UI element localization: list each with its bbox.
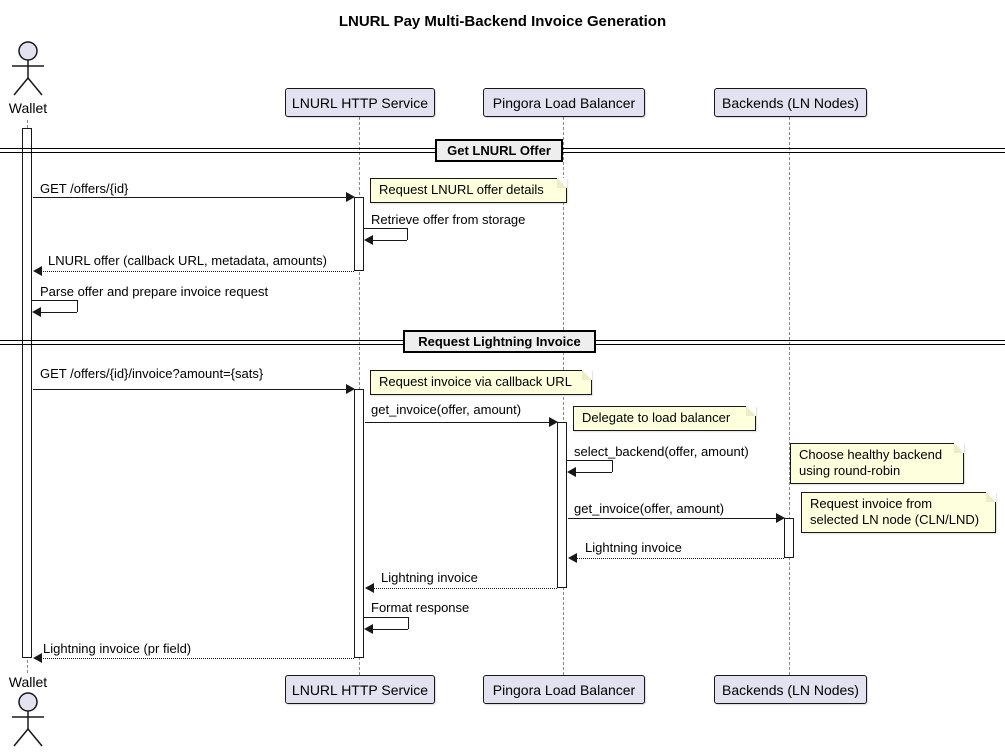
participant-pingora-load-balancer-bottom: Pingora Load Balancer [483, 675, 645, 704]
note-choose-healthy-backend [790, 443, 964, 484]
note-line: Choose healthy backend [799, 447, 943, 462]
self-message-line [364, 228, 407, 229]
divider-request-lightning-invoice: Request Lightning Invoice [403, 330, 596, 353]
message-retrieve-offer: Retrieve offer from storage [371, 212, 526, 227]
message-lightning-invoice-pr-field: Lightning invoice (pr field) [43, 641, 192, 656]
return-message-line [41, 658, 354, 659]
note-line: using round-robin [799, 463, 901, 478]
arrowhead-left-icon [365, 583, 374, 593]
arrowhead-left-icon [364, 235, 373, 245]
message-line [33, 197, 347, 198]
self-message-line [32, 300, 77, 301]
activation-wallet [22, 128, 32, 658]
arrowhead-left-icon [32, 307, 41, 317]
self-message-line [407, 228, 408, 240]
divider-get-lnurl-offer: Get LNURL Offer [435, 139, 563, 162]
note-request-invoice-from-ln-node [801, 492, 996, 533]
self-message-line [612, 460, 613, 472]
wallet-actor-label-bottom: Wallet [8, 674, 48, 690]
arrowhead-left-icon [364, 624, 373, 634]
message-line [365, 422, 550, 423]
note-request-invoice-via-callback [370, 370, 592, 395]
arrowhead-left-icon [567, 467, 576, 477]
message-lightning-invoice-1: Lightning invoice [585, 540, 682, 555]
self-message-line [408, 617, 409, 629]
self-message-line [364, 617, 408, 618]
activation-backends [784, 518, 794, 558]
message-select-backend: select_backend(offer, amount) [574, 444, 749, 459]
arrowhead-left-icon [33, 266, 42, 276]
arrowhead-right-icon [346, 384, 355, 394]
participant-lnurl-http-service-top: LNURL HTTP Service [285, 88, 435, 117]
participant-pingora-load-balancer-top: Pingora Load Balancer [483, 88, 645, 117]
participant-backends-ln-nodes-bottom: Backends (LN Nodes) [714, 675, 867, 704]
note-line: Delegate to load balancer [582, 410, 731, 425]
message-line [33, 389, 347, 390]
arrowhead-right-icon [776, 513, 785, 523]
participant-backends-ln-nodes-top: Backends (LN Nodes) [714, 88, 867, 117]
self-message-line [567, 460, 612, 461]
wallet-actor-icon-bottom [6, 691, 50, 756]
message-lightning-invoice-2: Lightning invoice [381, 570, 478, 585]
message-line [568, 518, 777, 519]
self-message-line [373, 240, 407, 241]
message-get-offers-id: GET /offers/{id} [40, 181, 129, 196]
message-format-response: Format response [371, 600, 470, 615]
note-delegate-to-load-balancer [573, 406, 756, 431]
note-line: Request LNURL offer details [379, 182, 544, 197]
arrowhead-right-icon [346, 192, 355, 202]
message-get-invoice-callback: GET /offers/{id}/invoice?amount={sats} [40, 366, 264, 381]
diagram-title: LNURL Pay Multi-Backend Invoice Generation [338, 13, 667, 30]
return-message-line [373, 588, 557, 589]
activation-lnurl-2 [354, 389, 364, 658]
self-message-line [41, 312, 77, 313]
return-message-line [41, 271, 354, 272]
wallet-actor-icon [6, 40, 50, 98]
message-parse-offer: Parse offer and prepare invoice request [40, 284, 269, 299]
wallet-actor-label-top: Wallet [8, 100, 48, 116]
arrowhead-right-icon [549, 417, 558, 427]
self-message-line [576, 472, 612, 473]
message-get-invoice-1: get_invoice(offer, amount) [371, 402, 522, 417]
note-request-lnurl-offer-details [370, 178, 567, 203]
activation-lnurl-1 [354, 197, 364, 271]
note-line: Request invoice from [810, 496, 933, 511]
message-get-invoice-2: get_invoice(offer, amount) [574, 501, 725, 516]
lifeline-backends-ln-nodes [789, 117, 790, 675]
self-message-line [373, 629, 408, 630]
arrowhead-left-icon [568, 553, 577, 563]
note-line: selected LN node (CLN/LND) [810, 512, 980, 527]
message-lnurl-offer-return: LNURL offer (callback URL, metadata, amounts) [48, 253, 327, 268]
note-line: Request invoice via callback URL [379, 374, 572, 389]
participant-lnurl-http-service-bottom: LNURL HTTP Service [285, 675, 435, 704]
self-message-line [77, 300, 78, 312]
arrowhead-left-icon [33, 653, 42, 663]
return-message-line [576, 558, 784, 559]
activation-pingora [557, 422, 567, 588]
